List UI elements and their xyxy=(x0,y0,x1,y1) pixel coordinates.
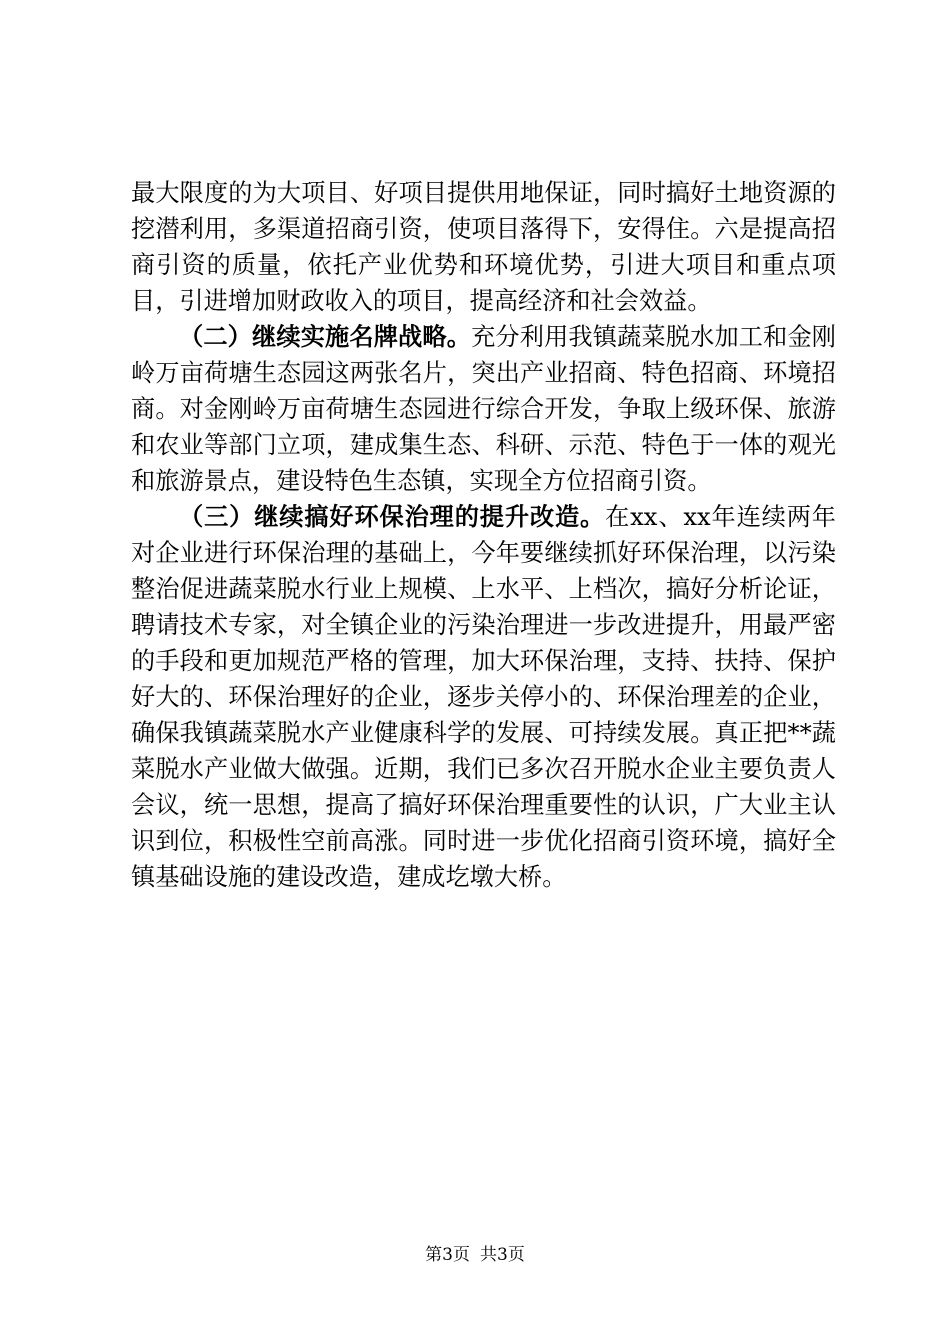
paragraph-text: 最大限度的为大项目、好项目提供用地保证，同时搞好土地资源的挖潜利用，多渠道招商引资，使项目落得下，安得住。六是提高招商引资的质量，依托产业优势和环境优势，引进大项目和重点项目，引进增加财政收入的项目，提高经济和社会效益。 xyxy=(131,179,836,315)
paragraph-text: 充分利用我镇蔬菜脱水加工和金刚岭万亩荷塘生态园这两张名片，突出产业招商、特色招商、环境招商。对金刚岭万亩荷塘生态园进行综合开发，争取上级环保、旅游和农业等部门立项，建成集生态、科研、示范、特色于一体的观光和旅游景点，建设特色生态镇，实现全方位招商引资。 xyxy=(131,323,836,495)
paragraph-brand-strategy xyxy=(131,319,836,499)
page-number: 第3页 xyxy=(425,1245,470,1265)
document-body xyxy=(131,175,836,895)
paragraph-continuation xyxy=(131,175,836,319)
paragraph-text: 在xx、xx年连续两年对企业进行环保治理的基础上，今年要继续抓好环保治理，以污染整治促进蔬菜脱水行业上规模、上水平、上档次，搞好分析论证，聘请技术专家，对全镇企业的污染治理进一步改进提升，用最严密的手段和更加规范严格的管理，加大环保治理，支持、扶持、保护好大的、环保治理好的企业，逐步关停小的、环保治理差的企业，确保我镇蔬菜脱水产业健康科学的发展、可持续发展。真正把**蔬菜脱水产业做大做强。近期，我们已多次召开脱水企业主要负责人会议，统一思想，提高了搞好环保治理重要性的认识，广大业主认识到位，积极性空前高涨。同时进一步优化招商引资环境，搞好全镇基础设施的建设改造，建成圪墩大桥。 xyxy=(131,503,836,891)
section-heading: （二）继续实施名牌战略。 xyxy=(179,323,472,351)
section-heading: （三）继续搞好环保治理的提升改造。 xyxy=(179,503,606,531)
page-footer xyxy=(0,1243,950,1267)
paragraph-environmental-governance xyxy=(131,499,836,895)
page-total: 共3页 xyxy=(480,1245,525,1265)
